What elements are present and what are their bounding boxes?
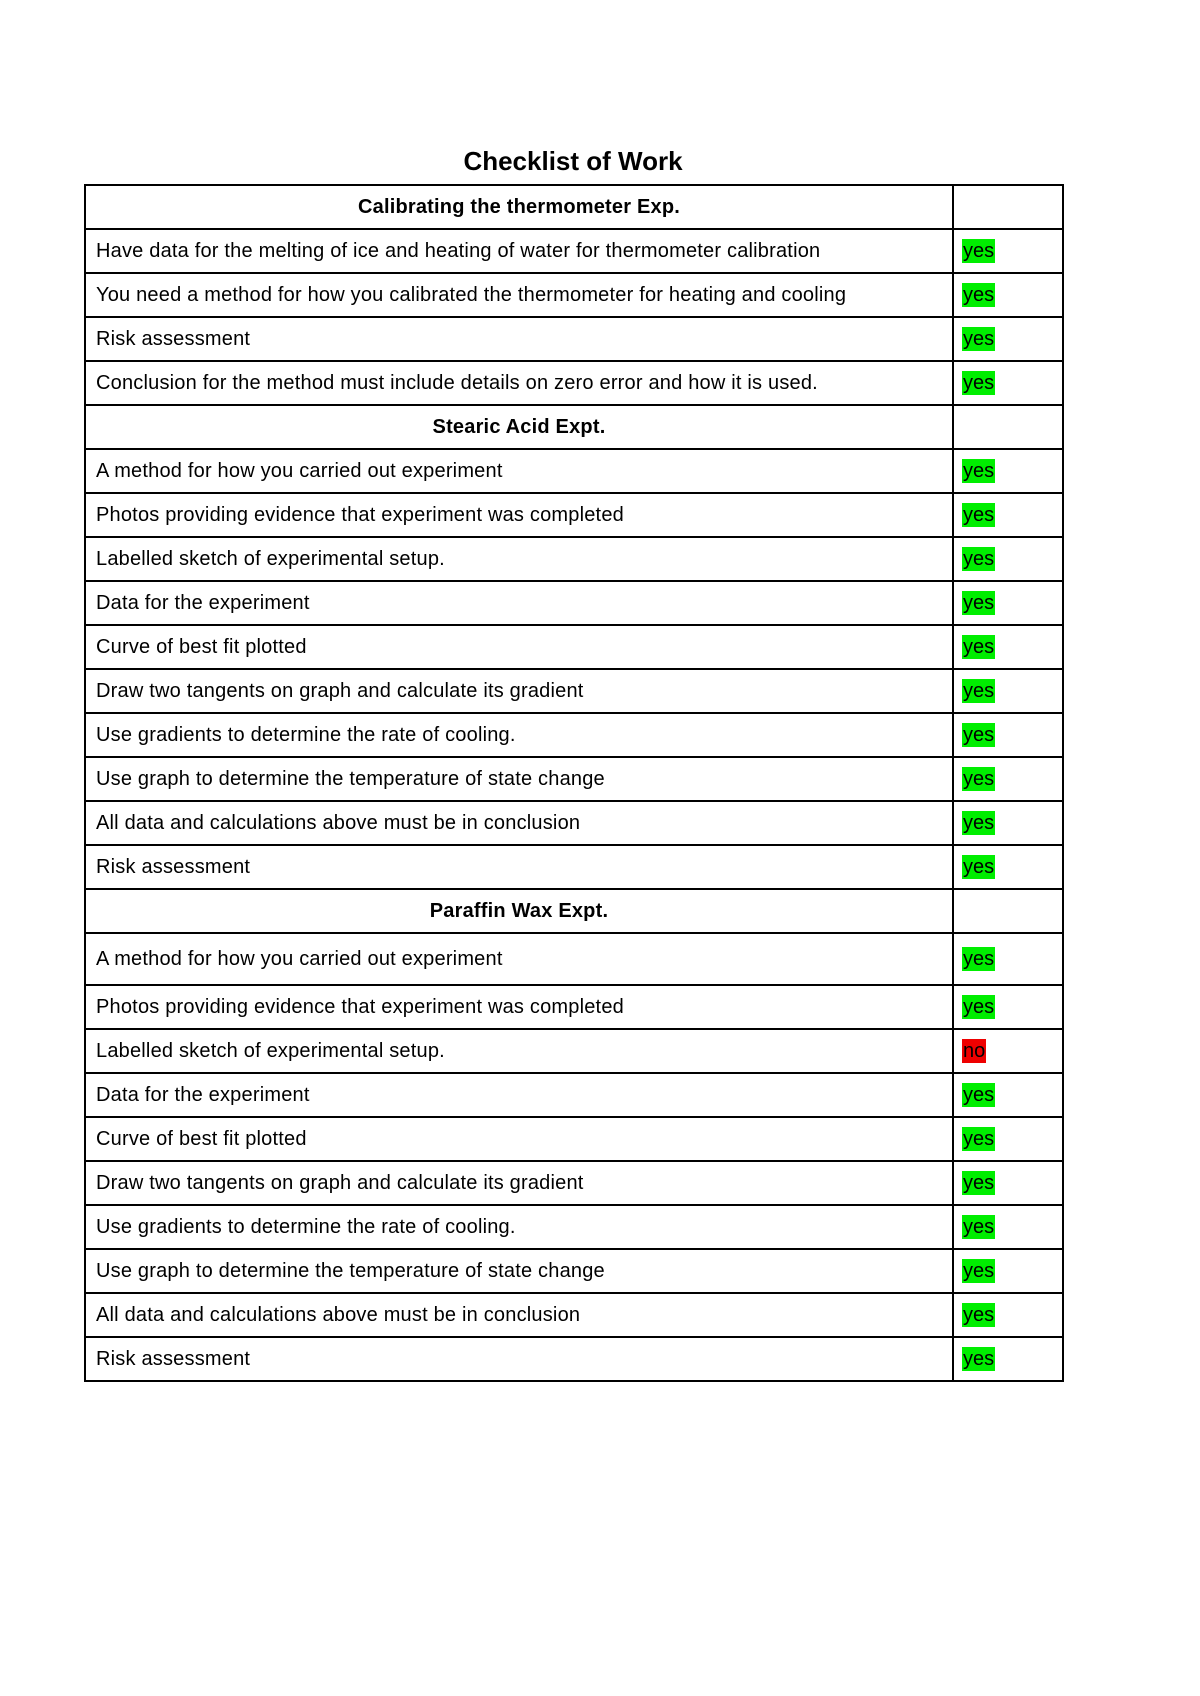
table-row [85,1161,1063,1205]
item-text: Draw two tangents on graph and calculate its gradient [85,669,953,713]
section-status-cell [953,889,1063,933]
section-heading: Calibrating the thermometer Exp. [85,185,953,229]
status-badge: yes [963,1348,995,1370]
item-text: Labelled sketch of experimental setup. [85,1029,953,1073]
table-row [85,1073,1063,1117]
status-badge: yes [963,1260,995,1282]
checklist-table [84,184,1064,1382]
table-row [85,713,1063,757]
status-badge: no [963,1040,986,1062]
table-row [85,273,1063,317]
item-text: Curve of best fit plotted [85,625,953,669]
item-text: Photos providing evidence that experiment was completed [85,493,953,537]
status-badge: yes [963,504,995,526]
item-text: Conclusion for the method must include details on zero error and how it is used. [85,361,953,405]
item-text: Data for the experiment [85,581,953,625]
status-badge: yes [963,996,995,1018]
section-status-cell [953,405,1063,449]
item-text: A method for how you carried out experiment [85,449,953,493]
status-badge: yes [963,812,995,834]
status-badge: yes [963,460,995,482]
table-row [85,1029,1063,1073]
item-text: Use gradients to determine the rate of cooling. [85,1205,953,1249]
item-text: Photos providing evidence that experiment was completed [85,985,953,1029]
status-badge: yes [963,636,995,658]
table-row [85,1293,1063,1337]
status-badge: yes [963,284,995,306]
table-row [85,581,1063,625]
status-badge: yes [963,948,995,970]
item-text: Risk assessment [85,1337,953,1381]
table-row [85,1249,1063,1293]
section-heading: Stearic Acid Expt. [85,405,953,449]
item-text: Risk assessment [85,317,953,361]
item-text: Use graph to determine the temperature of state change [85,1249,953,1293]
item-text: Risk assessment [85,845,953,889]
status-badge: yes [963,1128,995,1150]
item-text: Labelled sketch of experimental setup. [85,537,953,581]
table-row [85,1205,1063,1249]
table-row [85,933,1063,985]
table-row [85,625,1063,669]
item-text: Curve of best fit plotted [85,1117,953,1161]
table-row [85,449,1063,493]
table-row [85,317,1063,361]
item-text: Use graph to determine the temperature of state change [85,757,953,801]
item-text: Use gradients to determine the rate of cooling. [85,713,953,757]
status-badge: yes [963,1084,995,1106]
table-row [85,1117,1063,1161]
item-text: A method for how you carried out experiment [85,933,953,985]
status-badge: yes [963,856,995,878]
section-status-cell [953,185,1063,229]
item-text: You need a method for how you calibrated the thermometer for heating and cooling [85,273,953,317]
section-header-row [85,185,1063,229]
status-badge: yes [963,548,995,570]
status-badge: yes [963,1216,995,1238]
status-badge: yes [963,1304,995,1326]
status-badge: yes [963,372,995,394]
section-heading: Paraffin Wax Expt. [85,889,953,933]
status-badge: yes [963,768,995,790]
status-badge: yes [963,1172,995,1194]
table-row [85,757,1063,801]
status-badge: yes [963,724,995,746]
status-badge: yes [963,680,995,702]
status-badge: yes [963,240,995,262]
status-badge: yes [963,592,995,614]
table-row [85,361,1063,405]
section-header-row [85,405,1063,449]
status-badge: yes [963,328,995,350]
section-header-row [85,889,1063,933]
item-text: Data for the experiment [85,1073,953,1117]
item-text: All data and calculations above must be in conclusion [85,801,953,845]
table-row [85,801,1063,845]
page-title: Checklist of Work [463,146,683,176]
table-row [85,845,1063,889]
table-row [85,985,1063,1029]
table-row [85,229,1063,273]
table-row [85,669,1063,713]
table-row [85,1337,1063,1381]
table-row [85,537,1063,581]
table-row [85,493,1063,537]
item-text: Have data for the melting of ice and heating of water for thermometer calibration [85,229,953,273]
item-text: All data and calculations above must be in conclusion [85,1293,953,1337]
item-text: Draw two tangents on graph and calculate its gradient [85,1161,953,1205]
